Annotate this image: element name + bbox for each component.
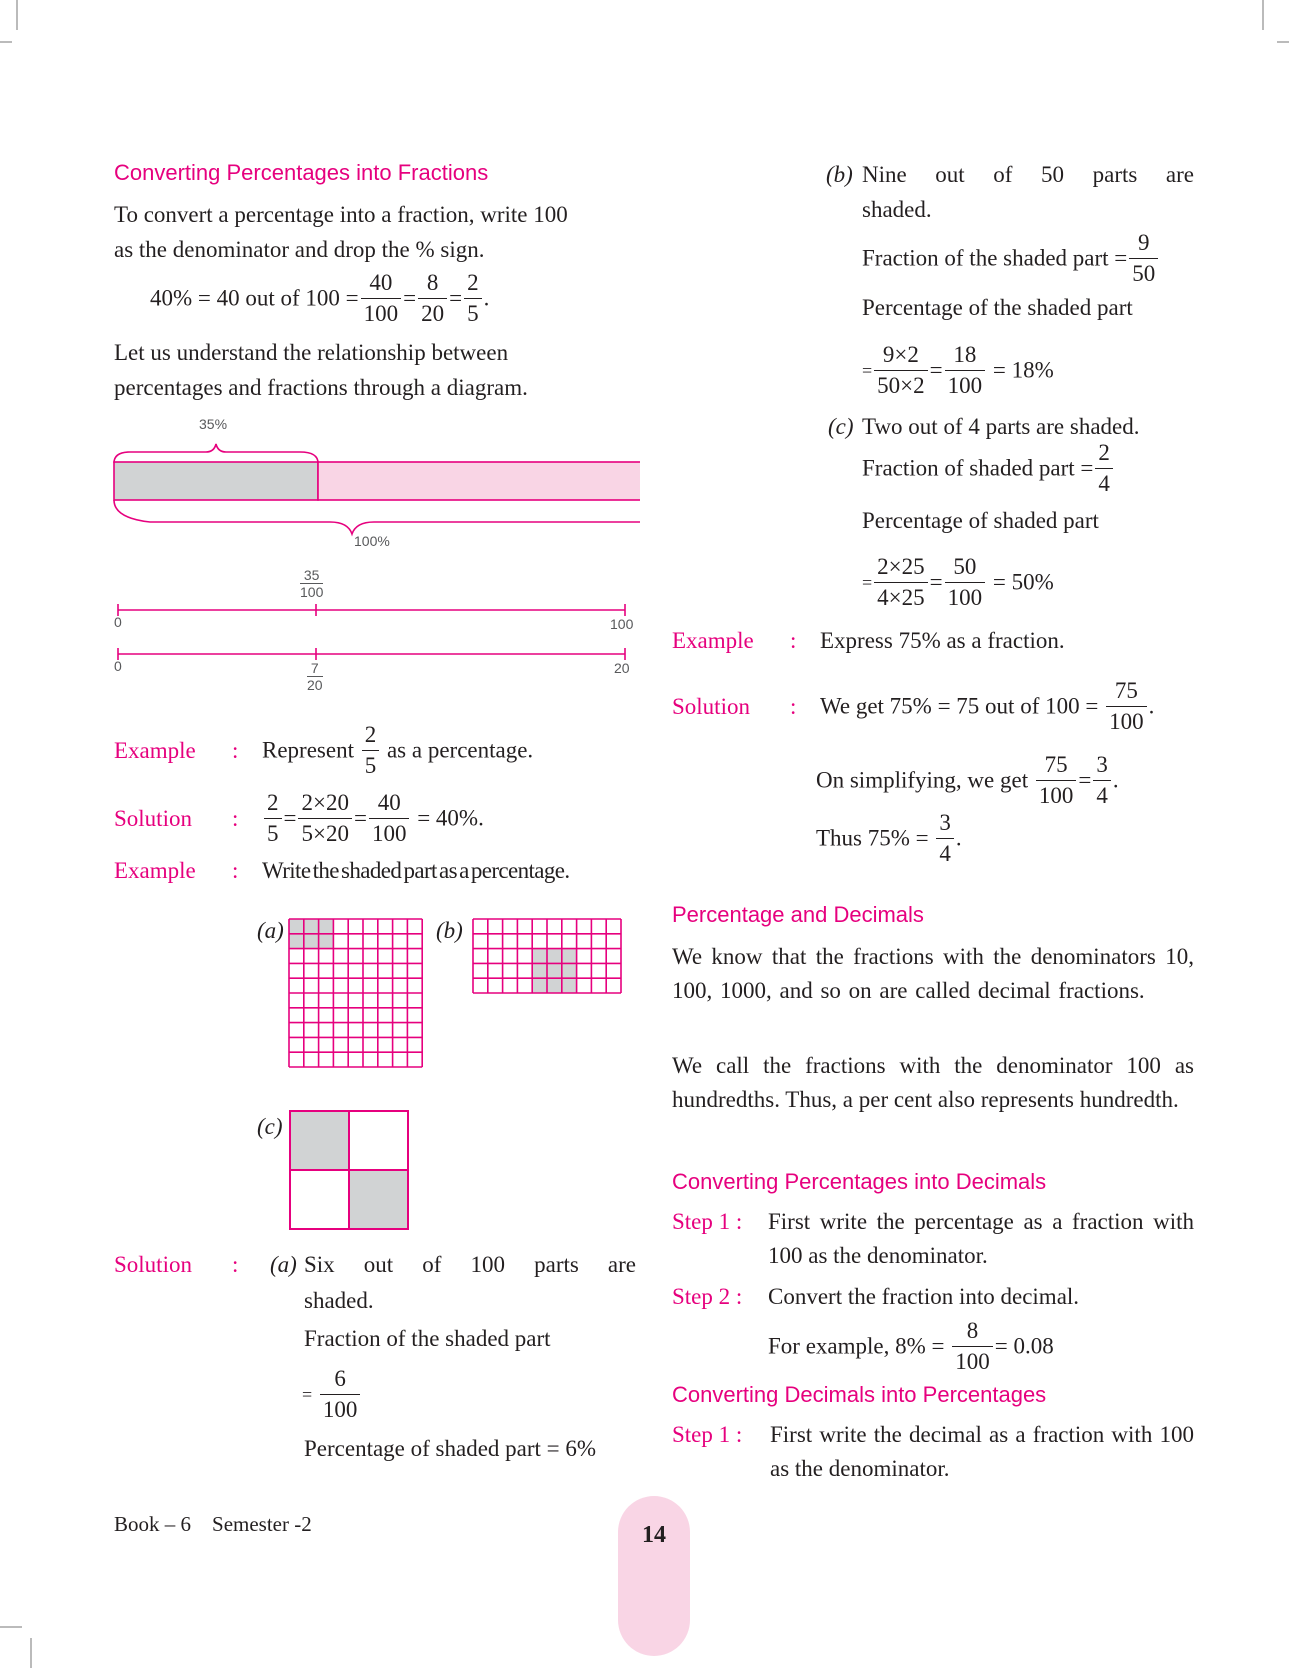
paragraph: We know that the fractions with the denominators 10, 100, 1000, and so on are called decimal fractions.	[672, 944, 1194, 1003]
paragraph-line: as the denominator and drop the % sign.	[114, 237, 485, 262]
fraction: $\frac{8}{20}$	[418, 268, 447, 329]
equation-text: 40% = 40 out of 100 =	[150, 285, 359, 311]
grid-a-10x10	[288, 918, 428, 1070]
crop-mark	[16, 0, 18, 30]
equation: = $\frac{6}{100}$	[302, 1364, 362, 1425]
fraction: $\frac{50}{100}$	[945, 552, 986, 613]
crop-mark	[0, 1626, 22, 1628]
section-heading: Converting Decimals into Percentages	[672, 1382, 1047, 1407]
example-row: Example : Represent $\frac{2}{5}$ as a percentage.	[114, 720, 533, 781]
grid-label-c: (c)	[257, 1114, 283, 1139]
fraction: $\frac{3}{4}$	[1093, 750, 1111, 811]
equation: = $\frac{9\times 2}{50\times 2}$ = $\frac{18}{100}$ = 18%	[862, 340, 1054, 401]
equation: = $\frac{2\times 25}{4\times 25}$ = $\frac{50}{100}$ = 50%	[862, 552, 1054, 613]
percentage-bar-diagram	[110, 430, 640, 540]
paragraph-line: Fraction of the shaded part	[304, 1326, 551, 1351]
example-row: Example : Express 75% as a fraction.	[672, 624, 1065, 658]
step-label: Step 1 :	[672, 1209, 743, 1234]
solution-row: Solution : $\frac{2}{5}$ = $\frac{2\times 20}{5\times 20}$ = $\frac{40}{100}$ = 40%.	[114, 788, 484, 849]
number-line-fraction: 35 100	[300, 567, 324, 600]
number-line-start: 0	[114, 658, 122, 674]
grid-label-a: (a)	[257, 918, 284, 943]
fraction: $\frac{75}{100}$	[1106, 676, 1147, 737]
paragraph-line: Percentage of the shaded part	[862, 295, 1133, 320]
paragraph-line: shaded.	[304, 1288, 374, 1313]
fraction: $\frac{9}{50}$	[1129, 228, 1158, 289]
equation: For example, 8% = $\frac{8}{100}$ = 0.08	[768, 1316, 1054, 1377]
paragraph-line: To convert a percentage into a fraction, write 100	[114, 202, 568, 227]
paragraph-line: percentages and fractions through a diagram.	[114, 375, 528, 400]
fraction: $\frac{2}{5}$	[264, 788, 282, 849]
page-number: 14	[642, 1522, 666, 1548]
equation: Thus 75% = $\frac{3}{4}$ .	[816, 808, 962, 869]
solution-row: Solution :	[114, 1248, 262, 1282]
section-heading: Converting Percentages into Decimals	[672, 1169, 1047, 1194]
fraction: $\frac{75}{100}$	[1036, 750, 1077, 811]
crop-mark	[1262, 0, 1264, 30]
example-label: Example	[114, 858, 196, 883]
solution-label: Solution	[672, 693, 750, 719]
number-line	[110, 600, 630, 660]
footer-book-info	[114, 1512, 312, 1537]
fraction: $\frac{40}{100}$	[369, 788, 410, 849]
part-marker: (a)	[270, 1252, 297, 1277]
fraction: $\frac{3}{4}$	[936, 808, 954, 869]
fraction: $\frac{9\times 2}{50\times 2}$	[874, 340, 927, 401]
footer-book: Book – 6	[114, 1512, 192, 1536]
fraction: $\frac{2}{5}$	[464, 268, 482, 329]
step-text: First write the decimal as a fraction with 100 as the denominator.	[770, 1422, 1194, 1481]
section-heading: Percentage and Decimals	[672, 902, 924, 927]
equation: On simplifying, we get $\frac{75}{100}$ = $\frac{3}{4}$ .	[816, 750, 1119, 811]
paragraph-line: Percentage of shaded part = 6%	[304, 1436, 597, 1461]
paragraph-line: shaded.	[862, 197, 932, 222]
page-number-tab	[618, 1496, 690, 1656]
fraction: $\frac{40}{100}$	[361, 268, 402, 329]
bracket-label-35: 35%	[199, 416, 228, 432]
grid-c-2x2	[289, 1110, 411, 1232]
paragraph-line: Two out of 4 parts are shaded.	[862, 414, 1140, 439]
example-row: Example : Write the shaded part as a percentage.	[114, 854, 570, 888]
paragraph-line: Nine out of 50 parts are	[862, 162, 1194, 187]
example-label: Example	[672, 628, 754, 653]
fraction: $\frac{2\times 25}{4\times 25}$	[874, 552, 927, 613]
equation: Fraction of shaded part = $\frac{2}{4}$	[862, 438, 1115, 499]
crop-mark	[0, 41, 12, 43]
step-label: Step 1 :	[672, 1422, 743, 1447]
crop-mark	[1277, 41, 1289, 43]
paragraph-line: Let us understand the relationship between	[114, 340, 509, 365]
solution-label: Solution	[114, 1252, 192, 1277]
step-text: First write the percentage as a fraction with 100 as the denominator.	[768, 1209, 1194, 1268]
number-line-fraction: 7 20	[307, 660, 323, 693]
grid-b-10x5	[472, 918, 624, 996]
fraction: $\frac{2}{5}$	[362, 720, 380, 781]
paragraph-line: Percentage of shaded part	[862, 508, 1099, 533]
equation: 40% = 40 out of 100 = $\frac{40}{100}$ = $\frac{8}{20}$ = $\frac{2}{5}$ .	[150, 268, 489, 329]
fraction: $\frac{2\times 20}{5\times 20}$	[298, 788, 351, 849]
number-line-end: 100	[610, 616, 634, 632]
grid-label-b: (b)	[436, 918, 463, 943]
fraction: $\frac{8}{100}$	[952, 1316, 993, 1377]
crop-mark	[30, 1638, 32, 1668]
part-marker: (b)	[826, 162, 853, 187]
example-label: Example	[114, 737, 196, 763]
bracket-label-100: 100%	[354, 533, 390, 549]
fraction: $\frac{6}{100}$	[320, 1364, 361, 1425]
number-line-end: 20	[614, 660, 630, 676]
paragraph-line: Six out of 100 parts are	[304, 1252, 636, 1277]
section-heading: Converting Percentages into Fractions	[114, 160, 489, 185]
step-text: Convert the fraction into decimal.	[768, 1284, 1080, 1309]
equation: Fraction of the shaded part = $\frac{9}{50}$	[862, 228, 1160, 289]
step-label: Step 2 :	[672, 1284, 743, 1309]
solution-label: Solution	[114, 805, 192, 831]
fraction: $\frac{18}{100}$	[945, 340, 986, 401]
part-marker: (c)	[828, 414, 854, 439]
solution-row: Solution : We get 75% = 75 out of 100 = $\frac{75}{100}$ .	[672, 676, 1154, 737]
number-line-start: 0	[114, 614, 122, 630]
fraction: $\frac{2}{4}$	[1095, 438, 1113, 499]
footer-semester: Semester -2	[212, 1512, 312, 1536]
paragraph: We call the fractions with the denominator 100 as hundredths. Thus, a per cent also represents hundredth.	[672, 1053, 1194, 1112]
